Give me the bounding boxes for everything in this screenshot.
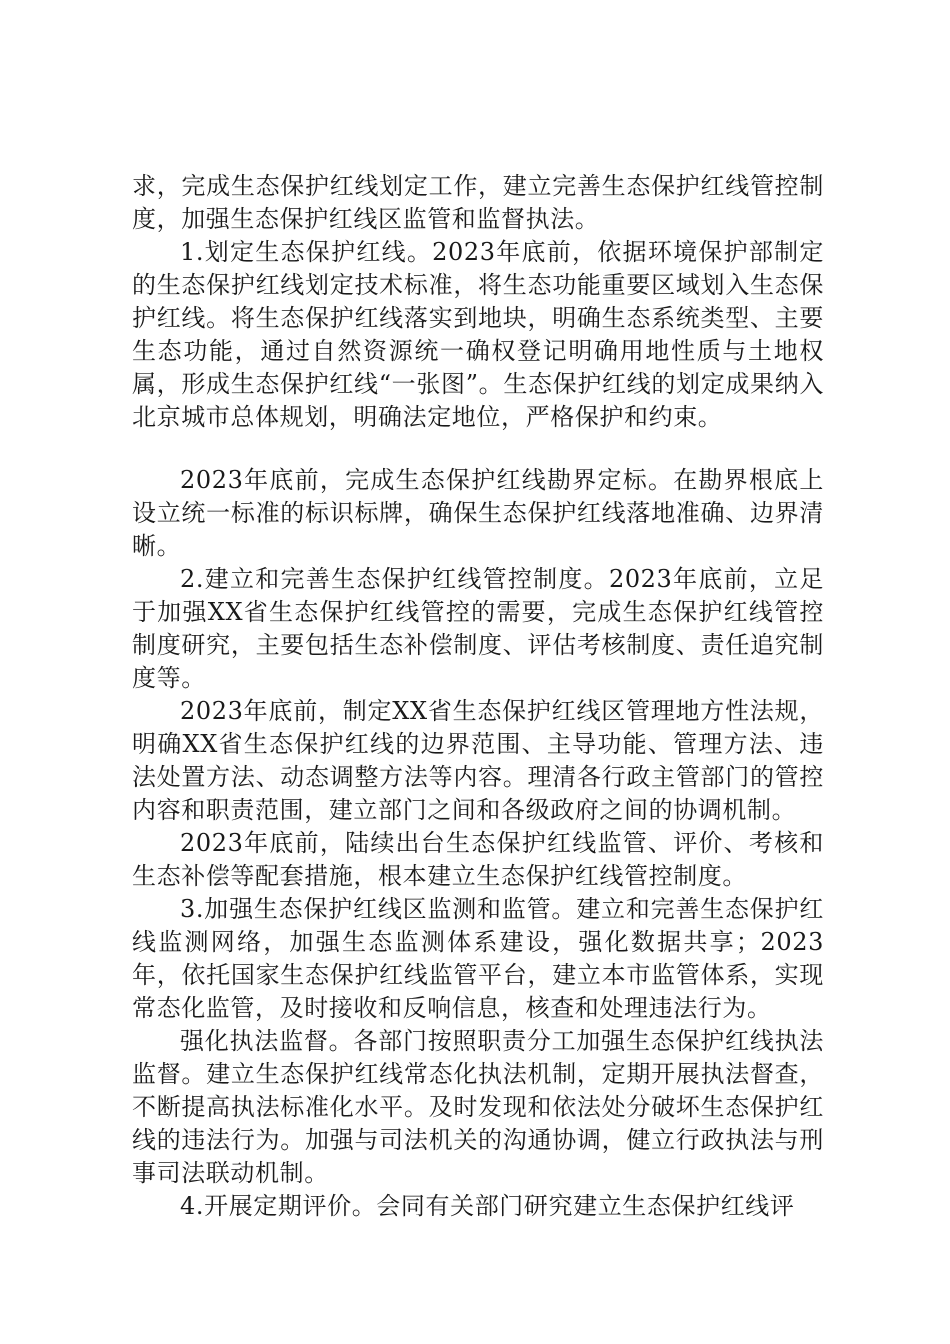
paragraph-supporting-measures: 2023年底前，陆续出台生态保护红线监管、评价、考核和生态补偿等配套措施，根本建立生态保护红线管控制度。	[132, 829, 824, 890]
paragraph-law-enforcement: 强化执法监督。各部门按照职责分工加强生态保护红线执法监督。建立生态保护红线常态化执法机制，定期开展执法督查，不断提高执法标准化水平。及时发现和依法处分破坏生态保护红线的违法行为。加强与司法机关的沟通协调，健立行政执法与刑事司法联动机制。	[132, 1027, 824, 1187]
paragraph-item-3-monitoring: 3.加强生态保护红线区监测和监管。建立和完善生态保护红线监测网络，加强生态监测体系建设，强化数据共享；2023年，依托国家生态保护红线监管平台，建立本市监管体系，实现常态化监管，及时接收和反响信息，核查和处理违法行为。	[132, 895, 824, 1022]
paragraph-continuation: 求，完成生态保护红线划定工作，建立完善生态保护红线管控制度，加强生态保护红线区监管和监督执法。	[132, 172, 824, 233]
paragraph-item-4-evaluation: 4.开展定期评价。会同有关部门研究建立生态保护红线评	[180, 1192, 795, 1220]
paragraph-boundary-marking: 2023年底前，完成生态保护红线勘界定标。在勘界根底上设立统一标准的标识标牌，确保生态保护红线落地准确、边界清晰。	[132, 466, 824, 560]
document-body	[132, 170, 824, 1223]
paragraph-item-2-control-system: 2.建立和完善生态保护红线管控制度。2023年底前，立足于加强XX省生态保护红线管控的需要，完成生态保护红线管控制度研究，主要包括生态补偿制度、评估考核制度、责任追究制度等。	[132, 565, 824, 692]
paragraph-item-1-delineate-redline: 1.划定生态保护红线。2023年底前，依据环境保护部制定的生态保护红线划定技术标准，将生态功能重要区域划入生态保护红线。将生态保护红线落实到地块，明确生态系统类型、主要生态功能，通过自然资源统一确权登记明确用地性质与土地权属，形成生态保护红线“一张图”。生态保护红线的划定成果纳入北京城市总体规划，明确法定地位，严格保护和约束。	[132, 238, 824, 431]
paragraph-local-regulations: 2023年底前，制定XX省生态保护红线区管理地方性法规，明确XX省生态保护红线的边界范围、主导功能、管理方法、违法处置方法、动态调整方法等内容。理清各行政主管部门的管控内容和职责范围，建立部门之间和各级政府之间的协调机制。	[132, 697, 824, 824]
